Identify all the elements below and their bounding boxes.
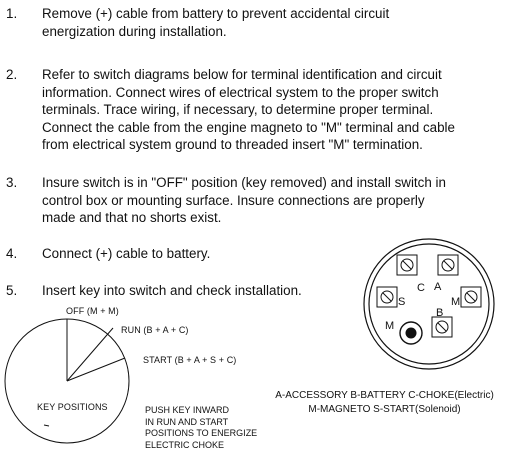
terminal-legend bbox=[262, 389, 507, 417]
push-key-note bbox=[145, 405, 257, 451]
step-number: 4. bbox=[6, 246, 18, 261]
off-position-label: OFF (M + M) bbox=[66, 306, 119, 316]
step-line: Refer to switch diagrams below for terminal identification and circuit bbox=[42, 67, 442, 82]
terminal-post bbox=[432, 317, 452, 337]
note-line: ELECTRIC CHOKE bbox=[145, 439, 225, 450]
switch-terminal-diagram bbox=[360, 236, 510, 376]
terminal-post bbox=[461, 287, 481, 307]
step-line: Insert key into switch and check installation. bbox=[42, 283, 302, 298]
key-positions-label: KEY POSITIONS bbox=[37, 402, 108, 412]
start-position-label: START (B + A + S + C) bbox=[143, 355, 237, 365]
terminal-letter: C bbox=[417, 282, 425, 294]
terminal-post bbox=[438, 255, 458, 275]
step-line: Insure switch is in "OFF" position (key removed) and install switch in bbox=[42, 175, 446, 190]
note-line: POSITIONS TO ENERGIZE bbox=[145, 428, 258, 438]
step-number: 5. bbox=[6, 283, 18, 298]
note-line: IN RUN AND START bbox=[145, 416, 229, 427]
step-text bbox=[42, 66, 504, 154]
terminal-post bbox=[377, 287, 397, 307]
step-line: energization during installation. bbox=[42, 23, 227, 39]
step-line: terminals. Trace wiring, if necessary, to determine proper terminal. bbox=[42, 102, 434, 117]
threaded-insert-m-core bbox=[406, 328, 417, 339]
terminal-letter: A bbox=[434, 281, 442, 293]
run-position-line bbox=[67, 328, 113, 381]
terminal-letter: B bbox=[436, 307, 444, 319]
tick-mark bbox=[44, 425, 49, 426]
terminal-letter: M bbox=[385, 320, 395, 332]
step-number: 2. bbox=[6, 67, 18, 82]
terminal-letter: S bbox=[398, 296, 406, 308]
step-line: control box or mounting surface. Insure connections are properly bbox=[42, 192, 425, 208]
start-position-line bbox=[67, 358, 125, 381]
terminal-letter: M bbox=[451, 296, 461, 308]
step-text bbox=[42, 174, 504, 227]
terminal-post bbox=[397, 255, 417, 275]
step-line: from electrical system ground to threaded insert "M" termination. bbox=[42, 137, 423, 152]
legend-line: A-ACCESSORY B-BATTERY C-CHOKE(Electric) bbox=[275, 390, 494, 401]
step-line: made and that no shorts exist. bbox=[42, 210, 222, 225]
run-position-label: RUN (B + A + C) bbox=[121, 325, 189, 335]
step-line: Connect the cable from the engine magneto to "M" terminal and cable bbox=[42, 119, 455, 135]
note-line: PUSH KEY INWARD bbox=[145, 405, 230, 415]
legend-line: M-MAGNETO S-START(Solenoid) bbox=[308, 404, 461, 415]
step-number: 1. bbox=[6, 6, 18, 21]
step-number: 3. bbox=[6, 175, 18, 190]
step-text bbox=[42, 5, 504, 40]
step-line: Remove (+) cable from battery to prevent accidental circuit bbox=[42, 6, 390, 21]
step-line: information. Connect wires of electrical system to the proper switch bbox=[42, 84, 439, 100]
step-line: Connect (+) cable to battery. bbox=[42, 246, 211, 261]
